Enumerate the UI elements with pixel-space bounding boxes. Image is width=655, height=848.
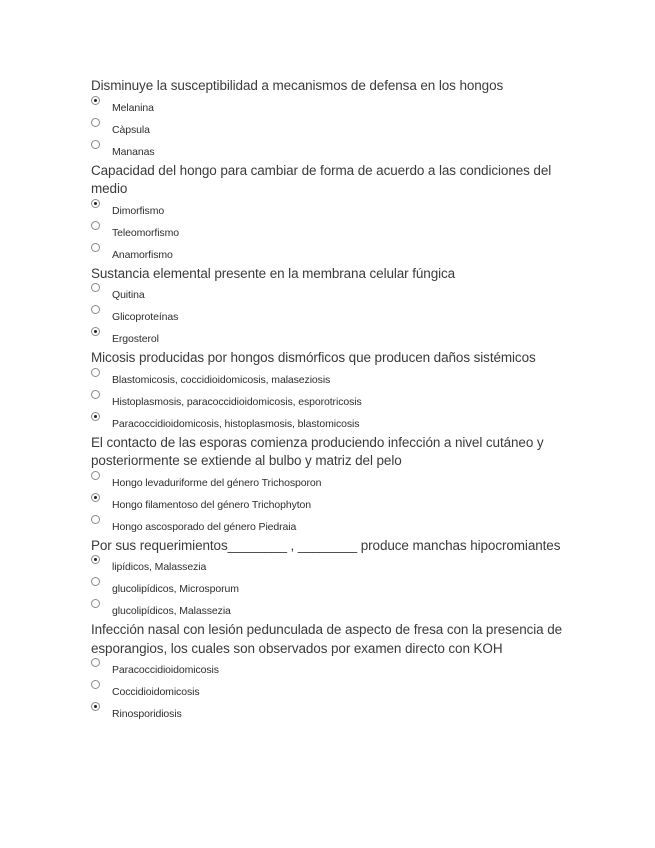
radio-button[interactable] (91, 140, 100, 149)
radio-button[interactable] (91, 243, 100, 252)
option-label: Hongo filamentoso del género Trichophyton (112, 498, 312, 511)
option-label: glucolipídicos, Malassezia (112, 605, 231, 617)
question-text: Capacidad del hongo para cambiar de forma de acuerdo a las condiciones del medio (91, 162, 552, 196)
option-label: Paracoccidioidomicosis (112, 664, 219, 676)
question-3 (91, 265, 571, 350)
radio-button[interactable] (91, 680, 100, 689)
answer-option[interactable] (91, 305, 571, 327)
answer-option[interactable] (91, 327, 571, 349)
question-text: Infección nasal con lesión pedunculada de aspecto de fresa con la presencia de esporangios, los cuales son observados por examen directo con KOH (91, 622, 563, 656)
question-1 (91, 77, 571, 162)
radio-button-selected[interactable] (91, 327, 100, 336)
option-label: Coccidioidomicosis (112, 686, 200, 698)
option-label: Melanina (112, 101, 154, 114)
option-label: Hongo levaduriforme del género Trichosporon (112, 476, 322, 489)
question-4 (91, 349, 571, 434)
answer-option[interactable] (91, 599, 571, 621)
option-label: Mananas (112, 145, 155, 158)
answer-option[interactable] (91, 515, 571, 537)
option-label: Blastomicosis, coccidioidomicosis, malaseziosis (112, 373, 331, 386)
radio-button-selected[interactable] (91, 199, 100, 208)
answer-option[interactable] (91, 390, 571, 412)
option-label: Paracoccidioidomicosis, histoplasmosis, blastomicosis (112, 417, 360, 430)
option-label: Glicoproteínas (112, 311, 179, 323)
radio-button[interactable] (91, 221, 100, 230)
answer-option[interactable] (91, 658, 571, 680)
answer-option[interactable] (91, 680, 571, 702)
option-label: Rinosporidiosis (112, 708, 182, 720)
option-label: Anamorfismo (112, 248, 173, 261)
quiz (91, 77, 571, 724)
radio-button-selected[interactable] (91, 555, 100, 564)
question-text: El contacto de las esporas comienza produciendo infección a nivel cutáneo y posteriormente se extiende al bulbo y matriz del pelo (91, 434, 544, 468)
radio-button[interactable] (91, 599, 100, 608)
radio-button[interactable] (91, 118, 100, 127)
option-label: Ergosterol (112, 333, 159, 345)
radio-button[interactable] (91, 390, 100, 399)
radio-button[interactable] (91, 368, 100, 377)
option-label: Quitina (112, 289, 145, 301)
radio-button-selected[interactable] (91, 493, 100, 502)
radio-button[interactable] (91, 305, 100, 314)
option-label: Histoplasmosis, paracoccidioidomicosis, esporotricosis (112, 395, 362, 408)
answer-option[interactable] (91, 412, 571, 434)
answer-option[interactable] (91, 96, 571, 118)
question-6 (91, 537, 571, 622)
answer-option[interactable] (91, 199, 571, 221)
radio-button[interactable] (91, 283, 100, 292)
radio-button[interactable] (91, 471, 100, 480)
option-label: Teleomorfismo (112, 226, 179, 239)
question-text: Sustancia elemental presente en la membrana celular fúngica (91, 265, 456, 281)
radio-button[interactable] (91, 515, 100, 524)
answer-option[interactable] (91, 493, 571, 515)
question-7 (91, 621, 571, 724)
radio-button-selected[interactable] (91, 702, 100, 711)
radio-button-selected[interactable] (91, 412, 100, 421)
option-label: Càpsula (112, 123, 150, 136)
option-label: Hongo ascosporado del género Piedraia (112, 520, 297, 533)
question-text: Por sus requerimientos________ , ________ produce manchas hipocromiantes (91, 537, 561, 553)
radio-button[interactable] (91, 658, 100, 667)
question-text: Micosis producidas por hongos dismórficos que producen daños sistémicos (91, 350, 536, 365)
answer-option[interactable] (91, 577, 571, 599)
radio-button-selected[interactable] (91, 96, 100, 105)
answer-option[interactable] (91, 555, 571, 577)
answer-option[interactable] (91, 140, 571, 162)
question-5 (91, 434, 571, 537)
answer-option[interactable] (91, 702, 571, 724)
radio-button[interactable] (91, 577, 100, 586)
answer-option[interactable] (91, 221, 571, 243)
answer-option[interactable] (91, 471, 571, 493)
option-label: glucolipídicos, Microsporum (112, 583, 239, 595)
answer-option[interactable] (91, 368, 571, 390)
question-text: Disminuye la susceptibilidad a mecanismos de defensa en los hongos (91, 78, 504, 93)
answer-option[interactable] (91, 243, 571, 265)
answer-option[interactable] (91, 118, 571, 140)
question-2 (91, 162, 571, 265)
option-label: Dimorfismo (112, 204, 165, 217)
option-label: lipídicos, Malassezia (112, 561, 207, 573)
answer-option[interactable] (91, 283, 571, 305)
